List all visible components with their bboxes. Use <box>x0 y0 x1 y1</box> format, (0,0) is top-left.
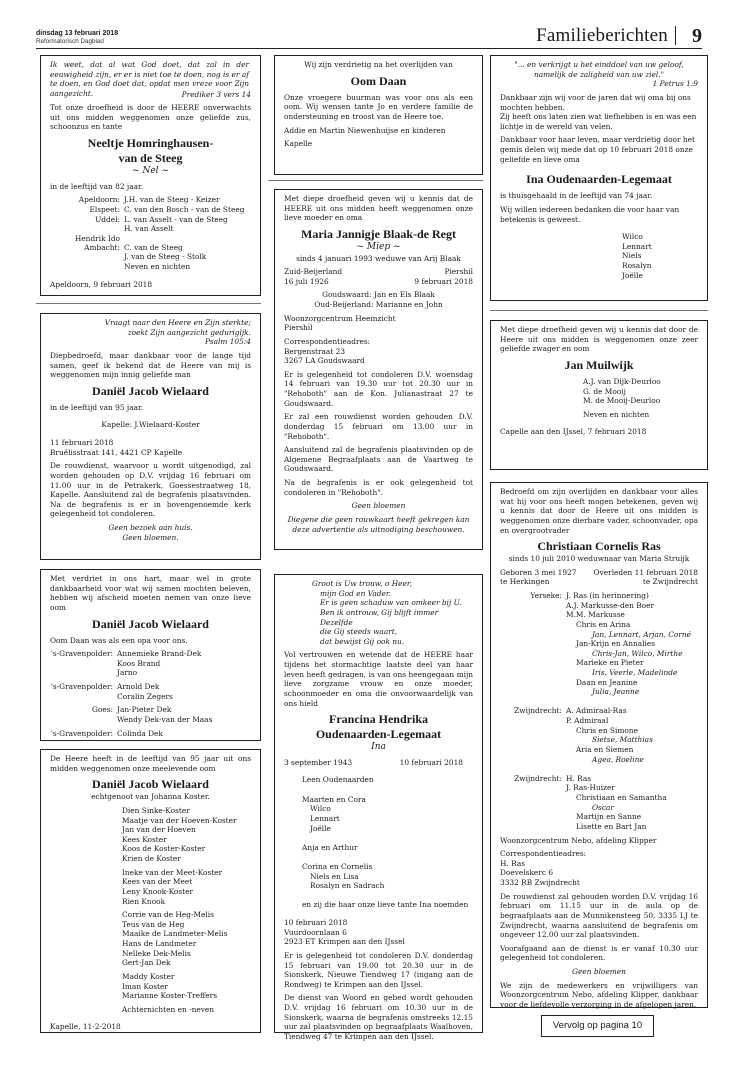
family-member: Maatje van der Hoeven-Koster <box>122 815 237 825</box>
family-place <box>500 658 562 668</box>
family-place <box>500 716 562 726</box>
family-member: Koos de Koster-Koster <box>122 844 206 854</box>
deceased-name: Daniël Jacob Wielaard <box>92 616 209 631</box>
tribute-line: Oom Daan was als een opa voor ons. <box>50 635 188 645</box>
family-place: Yerseke: <box>530 591 562 600</box>
family-member: Aria en Siemen <box>576 744 634 754</box>
family-member: A.J. Markusse-den Boer <box>566 600 654 610</box>
column-rule <box>36 303 261 304</box>
family-member: Jan-Krijn en Annalies <box>576 639 656 649</box>
notice-body: Onze vroegere buurman was voor ons als een oom. Wij wensen tante Jo en verdere familie de ondersteuning en troost van de Heere toe. <box>284 92 473 121</box>
family-member: M.M. Markusse <box>566 610 625 620</box>
notice-wielaard-koster <box>40 749 261 1033</box>
family-member: C. van de Steeg <box>124 242 183 252</box>
family-member: Anja en Arthur <box>302 842 358 852</box>
family-place <box>500 620 562 630</box>
deceased-name: Daniël Jacob Wielaard <box>92 383 209 398</box>
service-details: Aansluitend zal de begrafenis plaatsvinden op de Algemene Begraafplaats aan de Vaartweg te Goudswaard. <box>284 445 473 474</box>
family-place: Hendrik Ido Ambacht: <box>74 233 120 253</box>
family-member <box>562 697 566 707</box>
family-member: J. Ras-Huizer <box>566 783 615 793</box>
signer-place: Kapelle <box>284 139 313 149</box>
notice-intro: Met diepe droefheid geven wij u kennis dat de HEERE uit ons midden heeft weggenomen onze lieve moeder en oma <box>284 194 473 223</box>
family-place <box>500 610 562 620</box>
family-member: Wilco <box>310 804 331 814</box>
notice-oom-daan <box>274 55 483 175</box>
family-member: Arnold Dek <box>117 682 160 691</box>
birth-date: 3 september 1943 <box>284 757 353 767</box>
family-place: Apeldoorn: <box>78 195 120 205</box>
family-place <box>500 783 562 793</box>
family-member: Lennart <box>622 241 652 251</box>
correspondence-address: Bergenstraat 23 <box>284 346 346 356</box>
family-member: Iman Koster <box>122 981 168 991</box>
widower-line: sinds 10 juli 2010 weduwnaar van Maria Struijk <box>508 554 690 564</box>
nickname: ~ Miep ~ <box>356 241 401 252</box>
family-member: Maarten en Cora <box>302 794 366 804</box>
family-place <box>500 639 562 649</box>
notice-intro: Diepbedroefd, maar dankbaar voor de lange tijd samen, geef ik bekend dat de Heere van mij is weggenomen mijn innig geliefde man <box>50 350 251 380</box>
family-place <box>500 793 562 803</box>
death-date: 10 februari 2018 <box>399 757 463 767</box>
family-member: Dien Sinke-Koster <box>122 805 190 815</box>
family-member: Chris en Arina <box>576 619 631 629</box>
age-line: in de leeftijd van 95 jaar. <box>50 402 144 412</box>
deceased-name: van de Steeg <box>118 151 183 165</box>
nickname: ~ Nel ~ <box>132 166 169 176</box>
family-member: Wilco <box>622 232 643 242</box>
service-details: Er is gelegenheid tot condoleren D.V. woensdag 14 februari van 19.30 uur tot 20.30 uur in "Rehoboth" aan de Kon. Julianastraat 27 te Goudswaard. <box>284 369 473 408</box>
deceased-name: Oom Daan <box>350 73 407 88</box>
family-member <box>302 852 473 862</box>
family-list <box>284 775 473 910</box>
family-member: Teus van de Heg <box>122 919 185 929</box>
family-member: J.H. van de Steeg - Keizer <box>124 195 220 205</box>
bible-quote: "... en verkrijgt u het einddoel van uw geloof, namelijk de zaligheid van uw ziel." <box>514 60 684 79</box>
service-details: De dienst van Woord en gebed wordt gehouden D.V. vrijdag 16 februari om 10.30 uur in de Sionskerk, waarna de begrafenis omstreeks 12.15 uur zal plaatsvinden op begraafplaats Waalhoven, Tiendweg 47 te Krimpen aan den IJssel. <box>284 993 473 1041</box>
residence: Woonzorgcentrum Heemzicht <box>284 313 396 323</box>
family-member: Chris en Simone <box>576 725 638 735</box>
quote-line: dat bewijst Gij ook nu. <box>320 636 405 646</box>
issue-date: dinsdag 13 februari 2018 <box>36 30 119 37</box>
home-address: 2923 ET Krimpen aan den IJssel <box>284 937 405 947</box>
notice-blaak-de-regt <box>274 189 483 550</box>
notice-date: 11 februari 2018 <box>50 438 114 447</box>
section-title: Familieberichten <box>536 25 668 46</box>
family-member: Marieke en Pieter <box>576 658 644 668</box>
family-member: Joëlle <box>310 823 331 833</box>
correspondence-label: Correspondentieadres: <box>500 849 587 859</box>
family-member: Martijn en Sanne <box>576 812 642 822</box>
family-place: Uddel: <box>95 214 120 224</box>
family-member: Corrie van de Heg-Melis <box>122 910 214 920</box>
notice-muilwijk <box>490 320 708 470</box>
family-member <box>302 833 473 843</box>
family-place: Zwijndrecht: <box>514 706 562 716</box>
family-place <box>500 755 562 765</box>
family-list <box>50 806 251 1015</box>
nickname: Ina <box>371 742 386 753</box>
birth-date: 16 juli 1926 <box>284 276 329 286</box>
notice-oudenaarden-family <box>274 574 483 1041</box>
signer: Kapelle: J.Wielaard-Koster <box>101 420 200 430</box>
family-member: Kees van der Meet <box>122 877 193 887</box>
family-place: Zwijndrecht: <box>514 773 562 783</box>
family-member: Maaike de Landmeter-Melis <box>122 929 228 939</box>
page-header <box>36 23 702 49</box>
correspondence-address: 3332 RB Zwijndrecht <box>500 878 580 888</box>
family-place <box>500 812 562 822</box>
family-place <box>500 803 562 813</box>
family-place: Goes: <box>91 705 113 715</box>
family-member: Iris, Veerle, Madelinde <box>592 668 678 677</box>
family-member: Nelleke Dek-Melis <box>122 948 191 958</box>
signer: Addie en Martin Niewenhuijse en kinderen <box>284 125 446 135</box>
notice-body: Zij heeft ons laten zien wat liefhebben is en was een lichtje in de wereld van velen. <box>500 112 697 131</box>
family-member: Niels <box>622 251 642 261</box>
family-member: Julia, Jeanne <box>592 687 640 697</box>
family-list <box>50 195 251 271</box>
family-member: G. de Mooij <box>583 386 626 396</box>
notice-intro: Met diepe droefheid geven wij u kennis dat door de Heere uit ons midden is weggenomen onze zeer geliefde zwager en oom <box>500 325 698 354</box>
service-details: De rouwdienst, waarvoor u wordt uitgenodigd, zal worden gehouden op D.V. vrijdag 16 februari om 11.00 uur in de Petrakerk, Goessestraatweg 18, Kapelle. Aansluitend zal de begrafenis plaatsvinden. Na de begrafenis is er in bovengenoemde kerk gelegenheid tot condoleren. <box>50 461 251 519</box>
notice-body: Dankbaar zijn wij voor de jaren dat wij oma bij ons mochten hebben. <box>500 92 691 112</box>
family-place <box>500 764 562 774</box>
family-member: Sietse, Matthias <box>592 735 653 745</box>
family-member: A.J. van Dijk-Deurloo <box>583 376 661 386</box>
deceased-name: Francina Hendrika <box>328 712 428 727</box>
bible-quote: Ik weet, dat al wat God doet, dat zal in der eeuwigheid zijn, er er is niet toe te doen, nog is er af te doen, en God doet dat, opdat men vreze voor Zijn aangezicht. <box>50 60 249 98</box>
family-member: P. Admiraal <box>566 716 609 726</box>
family-member: Oud-Beijerland: Marianne en John <box>314 300 443 310</box>
family-member: en zij die haar onze lieve tante Ina noemden <box>302 900 469 910</box>
family-member: Colinda Dek <box>117 728 163 738</box>
deceased-name: Oudenaarden-Legemaat <box>315 727 442 742</box>
family-member <box>302 891 473 901</box>
family-member: Rosalyn en Sadrach <box>310 881 385 891</box>
family-place <box>500 697 562 707</box>
family-member: Lisette en Bart Jan <box>576 821 647 831</box>
family-member: Jan van der Hoeven <box>122 825 196 835</box>
home-address: Vuurdoornlaan 6 <box>284 927 347 937</box>
family-member: Achternichten en -neven <box>122 1004 215 1014</box>
family-list <box>500 232 698 280</box>
family-member: Annemieke Brand-Dek <box>117 649 202 659</box>
service-details: Er zal een rouwdienst worden gehouden D.V. donderdag 15 februari om 13.00 uur in "Rehoboth". <box>284 412 473 441</box>
residence: Piershil <box>284 323 313 333</box>
family-member: H. van Asselt <box>124 224 174 234</box>
column-rule <box>490 310 708 311</box>
residence: Woonzorgcentrum Nebo, afdeling Klipper <box>500 835 657 845</box>
column-rule <box>268 180 483 181</box>
family-place <box>500 668 562 678</box>
family-member: M. de Mooij-Deurloo <box>583 396 661 406</box>
notice-date: 10 februari 2018 <box>284 918 348 928</box>
notice-intro: Bedroefd om zijn overlijden en dankbaar voor alles wat hij voor ons heeft mogen betekenen, geven wij u kennis dat door de Heere uit ons midden is weggenomen onze dierbare vader, schoonvader, opa en overgrootvader <box>500 487 698 535</box>
family-member: C. van den Bosch - van de Steeg <box>124 204 245 214</box>
notice-intro: Vol vertrouwen en wetende dat de HEERE haar tijdens het stormachtige laatste deel van haar leven heeft gedragen, is van ons heengegaan mijn lieve zorgzame vrouw en onze moeder, schoonmoeder en oma die onvoorwaardelijk van ons hield <box>284 650 473 708</box>
family-member: Neven en nichten <box>583 409 650 419</box>
paper-name: Reformatorisch Dagblad <box>36 38 104 45</box>
family-place: 's-Gravenpolder: <box>50 682 113 691</box>
deceased-name: Maria Jannigje Blaak-de Regt <box>301 226 456 241</box>
death-date: Overleden 11 februari 2018 <box>593 567 698 577</box>
service-details: Voorafgaand aan de dienst is er vanaf 10.30 uur gelegenheid tot condoleren. <box>500 943 698 963</box>
family-member: Gert-Jan Dek <box>122 958 171 968</box>
family-member: Rien Knook <box>122 896 166 906</box>
family-member: Leen Oudenaarden <box>302 775 374 785</box>
death-place: te Zwijndrecht <box>642 577 698 587</box>
family-member: L. van Asselt - van de Steeg <box>124 214 228 224</box>
deceased-name: Neeltje Homringhausen- <box>87 136 214 150</box>
notice-body: Dankbaar voor haar leven, maar verdrietig door het gemis delen wij mede dat op 10 februari 2018 onze geliefde en lieve oma <box>500 135 695 164</box>
family-place <box>500 649 562 659</box>
deceased-name: Ina Oudenaarden-Legemaat <box>526 172 672 187</box>
notice-homringhausen <box>40 55 261 296</box>
quote-line: Groot is Uw trouw, o Heer, <box>312 579 412 588</box>
family-place <box>500 822 562 832</box>
notice-wielaard-wife <box>40 313 261 560</box>
notice-intro: Wij zijn verdrietig na het overlijden van <box>304 60 453 69</box>
family-member: Koos Brand <box>117 658 161 668</box>
notice-ras <box>490 482 708 1008</box>
family-member: Chris-Jan, Wilco, Mirthe <box>592 648 683 658</box>
family-member: J. Ras (in herinnering) <box>566 591 649 600</box>
family-list <box>500 377 698 420</box>
service-details: De rouwdienst zal gehouden worden D.V. vrijdag 16 februari om 11.15 uur in de aula op de begraafplaats aan de Munnikensteeg 50, 3335 LJ te Zwijndrecht, waarna aansluitend de begrafenis om ongeveer 12.00 uur zal plaatsvinden. <box>500 891 698 940</box>
age-line: is thuisgehaald in de leeftijd van 74 jaar. <box>500 191 653 201</box>
family-member: Rosalyn <box>622 261 652 270</box>
family-member: Kees Koster <box>122 834 167 844</box>
family-member <box>562 764 566 774</box>
spouse-line: echtgenoot van Johanna Koster. <box>91 792 210 802</box>
correspondence-address: 3267 LA Goudswaard <box>284 356 365 366</box>
bible-reference: Psalm 105:4 <box>205 337 251 347</box>
family-member: A. Admiraal-Ras <box>566 706 627 716</box>
family-place: Elspeet: <box>89 204 120 214</box>
family-member: H. Ras <box>566 773 592 783</box>
quote-line: Er is geen schaduw van omkeer bij U. <box>320 598 462 608</box>
closing-note: Geen bloemen <box>351 501 406 511</box>
family-member: Hans de Landmeter <box>122 939 197 948</box>
family-place <box>500 678 562 688</box>
family-place <box>500 726 562 736</box>
notice-footer: Capelle aan den IJssel, 7 februari 2018 <box>500 427 647 437</box>
closing-note: Geen bloemen <box>572 967 626 977</box>
family-member: Krien de Koster <box>122 854 181 863</box>
closing-note: Diegene die geen rouwkaart heeft gekregen kan deze advertentie als uitnodiging beschouwen. <box>287 514 470 534</box>
family-member: Ineke van der Meet-Koster <box>122 867 223 877</box>
family-member: Neven en nichten <box>124 262 191 272</box>
deceased-name: Jan Muilwijk <box>564 357 634 372</box>
family-place: 's-Gravenpolder: <box>50 728 113 738</box>
thank-you-note: We zijn de medewerkers en vrijwilligers van Woonzorgcentrum Nebo, afdeling Klipper, dankbaar voor de liefdevolle verzorging in de afgelopen jaren. <box>500 980 698 1009</box>
family-place <box>500 735 562 745</box>
family-member: Leny Knook-Koster <box>122 886 194 896</box>
family-place <box>500 630 562 640</box>
family-list <box>500 591 698 832</box>
notice-footer: Apeldoorn, 9 februari 2018 <box>50 279 153 289</box>
family-member: Daan en Jeanine <box>576 677 638 687</box>
family-member: Coralin Zegers <box>117 691 173 701</box>
service-details: Er is gelegenheid tot condoleren D.V. donderdag 15 februari van 19.00 tot 20.30 uur in de Sionskerk, Nieuwe Tiendweg 17 (ingang aan de Rondweg) te Krimpen aan den IJssel. <box>284 950 473 989</box>
family-place <box>500 601 562 611</box>
family-member: Agea, Roeline <box>592 754 644 764</box>
closing-note: Geen bloemen. <box>122 532 179 542</box>
page-number: 9 <box>692 25 702 47</box>
widow-line: sinds 4 januari 1993 weduwe van Arij Blaak <box>296 253 461 263</box>
quote-line: Ben ik ontrouw, Gij blijft immer Dezelfde <box>320 607 439 627</box>
bible-reference: Prediker 3 vers 14 <box>181 89 251 99</box>
bible-reference: 1 Petrus 1:9 <box>652 79 698 89</box>
correspondence-address: Doevelskerc 6 <box>500 868 554 878</box>
notice-intro: Met verdriet in ons hart, maar wel in grote dankbaarheid voor wat wij samen mochten beleven, hebben wij afscheid moeten nemen van onze lieve oom <box>50 574 251 612</box>
notice-wielaard-nephews <box>40 569 261 741</box>
family-member: Jarno <box>117 668 138 678</box>
quote-line: mijn God en Vader. <box>320 588 391 598</box>
family-place: 's-Gravenpolder: <box>50 649 113 659</box>
family-member: Lennart <box>310 813 340 823</box>
notice-footer: Kapelle, 11-2-2018 <box>50 1022 121 1032</box>
family-member: Marianne Koster-Treffers <box>122 991 217 1001</box>
death-date: 9 februari 2018 <box>414 276 473 286</box>
home-address: Bruëlisstraat 141, 4421 CP Kapelle <box>50 447 183 457</box>
death-place: Piershil <box>444 267 473 277</box>
family-member: Niels en Lisa <box>310 871 359 881</box>
notice-body: Wij willen iedereen bedanken die voor haar van betekenis is geweest. <box>500 204 680 224</box>
bible-quote: Vraagt naar den Heere en Zijn sterkte; zoekt Zijn aangezicht gedurigljk. <box>104 318 251 337</box>
age-line: in de leeftijd van 82 jaar. <box>50 181 144 191</box>
hymn-quote <box>284 579 473 646</box>
service-details: Na de begrafenis is er ook gelegenheid tot condoleren in "Rehoboth". <box>284 478 473 497</box>
deceased-name: Daniël Jacob Wielaard <box>92 777 209 792</box>
correspondence-label: Correspondentieadres: <box>284 336 371 346</box>
notice-ina-grandchildren <box>490 55 708 301</box>
family-member <box>302 785 473 795</box>
birth-date: Geboren 3 mei 1927 <box>500 567 577 577</box>
birth-place: Zuid-Beijerland <box>284 267 343 277</box>
deceased-name: Christiaan Cornelis Ras <box>537 539 661 554</box>
family-member: Oscar <box>592 802 614 812</box>
quote-line: die Gij steeds waart, <box>320 627 398 637</box>
family-member: Joëlle <box>622 270 643 280</box>
closing-note: Geen bezoek aan huis. <box>108 523 193 532</box>
family-member: Corina en Cornelis <box>302 861 373 871</box>
notice-intro: De Heere heeft in de leeftijd van 95 jaar uit ons midden weggenomen onze meelevende oom <box>50 754 251 773</box>
family-member: Maddy Koster <box>122 971 175 981</box>
family-member: Wendy Dek-van der Maas <box>117 714 213 724</box>
family-member: J. van de Steeg - Stolk <box>124 252 207 262</box>
family-member: Goudswaard: Jan en Els Blaak <box>322 290 435 300</box>
family-place <box>500 687 562 697</box>
notice-intro: Tot onze droefheid is door de HEERE onverwachts uit ons midden weggenomen onze geliefde zus, schoonzus en tante <box>50 103 251 132</box>
birth-place: te Herkingen <box>500 577 550 587</box>
continued-on-link[interactable]: Vervolg op pagina 10 <box>541 1015 654 1037</box>
family-member: Christiaan en Samantha <box>576 793 667 803</box>
correspondence-address: H. Ras <box>500 858 526 868</box>
header-divider <box>675 26 676 45</box>
family-place <box>500 745 562 755</box>
family-member: Jan-Pieter Dek <box>117 705 172 715</box>
family-member: Jan, Lennart, Arjan, Corné <box>592 629 692 639</box>
